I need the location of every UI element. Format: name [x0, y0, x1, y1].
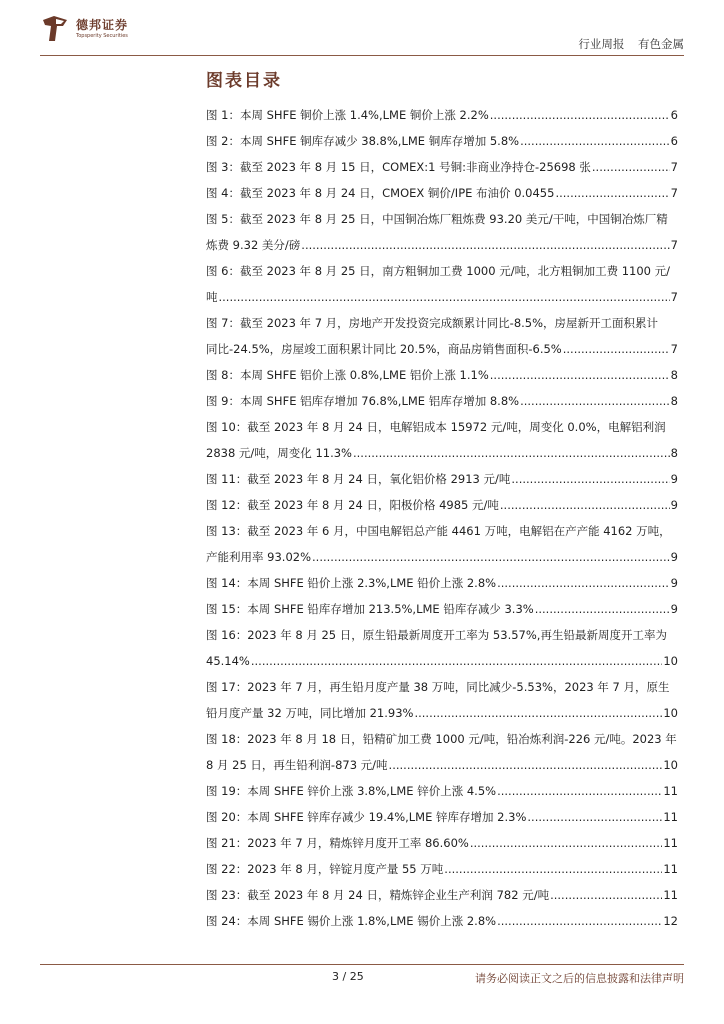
toc-entry-line: [206, 154, 678, 180]
toc-entry-text: 图 23：截至 2023 年 8 月 24 日，精炼锌企业生产利润 782 元/吨: [206, 888, 550, 902]
toc-entry[interactable]: [206, 778, 678, 804]
toc-entry-line: [206, 284, 678, 310]
toc-leader-dots: [500, 492, 670, 518]
toc-entry[interactable]: [206, 882, 678, 908]
toc-leader-dots: [527, 804, 662, 830]
toc-heading: 图表目录: [206, 71, 282, 91]
toc-entry[interactable]: [206, 804, 678, 830]
toc-entry[interactable]: [206, 570, 678, 596]
toc-entry-line: [206, 362, 678, 388]
page-header: [0, 0, 724, 58]
toc-page-number: 7: [670, 186, 678, 200]
toc-entry-line: [206, 908, 678, 934]
toc-entry-text: 45.14%: [206, 654, 250, 668]
toc-entry-text: 产能利用率 93.02%: [206, 550, 312, 564]
toc-entry-line: [206, 882, 678, 908]
header-divider: [40, 55, 684, 56]
toc-entry[interactable]: [206, 310, 678, 362]
toc-leader-dots: [219, 284, 670, 310]
toc-page-number: 9: [670, 576, 678, 590]
toc-entry-text: 图 18：2023 年 8 月 18 日，铅精矿加工费 1000 元/吨，铅冶炼利润-226 元/吨。2023 年: [206, 732, 677, 746]
toc-entry-line: [206, 648, 678, 674]
toc-entry-line: [206, 492, 678, 518]
toc-entry[interactable]: [206, 466, 678, 492]
table-of-figures: [206, 102, 678, 934]
toc-leader-dots: [490, 362, 670, 388]
toc-entry-line: [206, 830, 678, 856]
toc-entry[interactable]: [206, 102, 678, 128]
toc-entry[interactable]: [206, 206, 678, 258]
toc-entry[interactable]: [206, 518, 678, 570]
toc-page-number: 7: [670, 342, 678, 356]
toc-page-number: 11: [663, 836, 678, 850]
toc-entry[interactable]: [206, 154, 678, 180]
toc-entry-line: [206, 232, 678, 258]
toc-entry-text: 同比-24.5%，房屋竣工面积累计同比 20.5%，商品房销售面积-6.5%: [206, 342, 562, 356]
toc-entry-text: 图 14：本周 SHFE 铅价上涨 2.3%,LME 铅价上涨 2.8%: [206, 576, 497, 590]
toc-entry-text: 图 19：本周 SHFE 锌价上涨 3.8%,LME 锌价上涨 4.5%: [206, 784, 497, 798]
toc-entry-line: [206, 440, 678, 466]
toc-entry-text: 吨: [206, 290, 218, 304]
toc-page-number: 11: [663, 810, 678, 824]
toc-entry-line: [206, 622, 678, 648]
toc-entry-line: [206, 674, 678, 700]
logo-icon: [40, 14, 70, 44]
toc-page-number: 10: [663, 706, 678, 720]
toc-entry-line: [206, 726, 678, 752]
toc-entry[interactable]: [206, 388, 678, 414]
toc-page-number: 11: [663, 784, 678, 798]
toc-leader-dots: [563, 336, 670, 362]
toc-page-number: 6: [670, 108, 678, 122]
toc-entry[interactable]: [206, 492, 678, 518]
toc-entry-text: 图 21：2023 年 7 月，精炼锌月度开工率 86.60%: [206, 836, 469, 850]
toc-entry-text: 图 3：截至 2023 年 8 月 15 日，COMEX:1 号铜:非商业净持仓-25698 张: [206, 160, 591, 174]
toc-leader-dots: [520, 388, 670, 414]
company-logo: [40, 14, 160, 46]
toc-entry-text: 图 22：2023 年 8 月，锌锭月度产量 55 万吨: [206, 862, 444, 876]
toc-entry-text: 图 2：本周 SHFE 铜库存减少 38.8%,LME 铜库存增加 5.8%: [206, 134, 520, 148]
toc-leader-dots: [490, 102, 670, 128]
toc-entry-text: 图 8：本周 SHFE 铝价上涨 0.8%,LME 铝价上涨 1.1%: [206, 368, 489, 382]
toc-entry-text: 图 5：截至 2023 年 8 月 25 日，中国铜冶炼厂粗炼费 93.20 美元/干吨，中国铜冶炼厂精: [206, 212, 668, 226]
toc-page-number: 10: [663, 654, 678, 668]
toc-page-number: 9: [670, 550, 678, 564]
toc-entry-line: [206, 102, 678, 128]
toc-page-number: 8: [670, 446, 678, 460]
toc-leader-dots: [555, 180, 669, 206]
toc-entry-line: [206, 804, 678, 830]
toc-entry-line: [206, 518, 678, 544]
toc-entry-line: [206, 856, 678, 882]
toc-leader-dots: [470, 830, 663, 856]
toc-entry[interactable]: [206, 596, 678, 622]
toc-leader-dots: [497, 570, 670, 596]
toc-leader-dots: [414, 700, 662, 726]
toc-entry-text: 图 10：截至 2023 年 8 月 24 日，电解铝成本 15972 元/吨，周变化 0.0%，电解铝利润: [206, 420, 666, 434]
toc-leader-dots: [251, 648, 663, 674]
toc-leader-dots: [389, 752, 663, 778]
toc-page-number: 7: [670, 160, 678, 174]
toc-entry[interactable]: [206, 908, 678, 934]
toc-entry-text: 图 20：本周 SHFE 锌库存减少 19.4%,LME 锌库存增加 2.3%: [206, 810, 527, 824]
toc-leader-dots: [312, 544, 670, 570]
toc-leader-dots: [520, 128, 670, 154]
toc-entry-text: 图 13：截至 2023 年 6 月，中国电解铝总产能 4461 万吨，电解铝在产产能 4162 万吨，: [206, 524, 671, 538]
toc-entry-line: [206, 414, 678, 440]
toc-leader-dots: [592, 154, 670, 180]
toc-leader-dots: [511, 466, 669, 492]
toc-entry-line: [206, 778, 678, 804]
toc-entry-text: 图 15：本周 SHFE 铅库存增加 213.5%,LME 铅库存减少 3.3%: [206, 602, 534, 616]
toc-entry[interactable]: [206, 856, 678, 882]
toc-entry-text: 图 4：截至 2023 年 8 月 24 日，CMOEX 铜价/IPE 布油价 0.0455: [206, 186, 555, 200]
toc-page-number: 9: [670, 472, 678, 486]
toc-entry-line: [206, 700, 678, 726]
toc-entry[interactable]: [206, 830, 678, 856]
toc-leader-dots: [444, 856, 662, 882]
toc-entry-text: 图 16：2023 年 8 月 25 日，原生铅最新周度开工率为 53.57%,再生铅最新周度开工率为: [206, 628, 667, 642]
report-type-label: 行业周报: [578, 37, 625, 51]
toc-entry[interactable]: [206, 414, 678, 466]
toc-entry-text: 图 1：本周 SHFE 铜价上涨 1.4%,LME 铜价上涨 2.2%: [206, 108, 489, 122]
toc-page-number: 6: [670, 134, 678, 148]
toc-entry-line: [206, 206, 678, 232]
toc-page-number: 11: [663, 862, 678, 876]
toc-entry-text: 图 7：截至 2023 年 7 月，房地产开发投资完成额累计同比-8.5%，房屋新开工面积累计: [206, 316, 659, 330]
toc-entry[interactable]: [206, 258, 678, 310]
sector-label: 有色金属: [638, 37, 684, 51]
toc-entry-line: [206, 258, 678, 284]
toc-entry-text: 图 9：本周 SHFE 铝库存增加 76.8%,LME 铝库存增加 8.8%: [206, 394, 520, 408]
toc-entry-line: [206, 388, 678, 414]
toc-page-number: 9: [670, 498, 678, 512]
header-labels: [568, 36, 684, 52]
toc-page-number: 8: [670, 368, 678, 382]
toc-entry-line: [206, 128, 678, 154]
logo-text-cn: 德邦证券: [76, 18, 129, 32]
toc-entry-text: 图 11：截至 2023 年 8 月 24 日，氧化铝价格 2913 元/吨: [206, 472, 511, 486]
toc-entry[interactable]: [206, 180, 678, 206]
footer-divider: [40, 964, 684, 965]
legal-disclaimer: 请务必阅读正文之后的信息披露和法律声明: [475, 972, 684, 985]
toc-page-number: 10: [663, 758, 678, 772]
logo-text-en: Topsperity Securities: [76, 33, 128, 39]
toc-page-number: 7: [670, 238, 678, 252]
toc-entry-text: 图 24：本周 SHFE 锡价上涨 1.8%,LME 锡价上涨 2.8%: [206, 914, 497, 928]
toc-leader-dots: [353, 440, 670, 466]
toc-leader-dots: [535, 596, 670, 622]
toc-entry-line: [206, 570, 678, 596]
toc-entry[interactable]: [206, 128, 678, 154]
toc-entry-line: [206, 544, 678, 570]
toc-entry[interactable]: [206, 674, 678, 726]
toc-entry-line: [206, 310, 678, 336]
toc-leader-dots: [550, 882, 662, 908]
toc-entry-text: 铅月度产量 32 万吨，同比增加 21.93%: [206, 706, 414, 720]
toc-entry-line: [206, 180, 678, 206]
toc-entry-text: 图 6：截至 2023 年 8 月 25 日，南方粗铜加工费 1000 元/吨，北方粗铜加工费 1100 元/: [206, 264, 671, 278]
toc-entry-text: 图 17：2023 年 7 月，再生铅月度产量 38 万吨，同比减少-5.53%，2023 年 7 月，原生: [206, 680, 670, 694]
toc-page-number: 11: [663, 888, 678, 902]
toc-page-number: 9: [670, 602, 678, 616]
toc-entry-line: [206, 596, 678, 622]
toc-entry-line: [206, 336, 678, 362]
toc-entry[interactable]: [206, 362, 678, 388]
toc-entry-text: 炼费 9.32 美分/磅: [206, 238, 301, 252]
toc-entry-text: 图 12：截至 2023 年 8 月 24 日，阳极价格 4985 元/吨: [206, 498, 499, 512]
page-number: 3 / 25: [332, 970, 364, 983]
toc-entry-line: [206, 466, 678, 492]
toc-entry-text: 8 月 25 日，再生铅利润-873 元/吨: [206, 758, 388, 772]
toc-entry[interactable]: [206, 622, 678, 674]
toc-leader-dots: [497, 778, 662, 804]
toc-entry[interactable]: [206, 726, 678, 778]
toc-page-number: 12: [663, 914, 678, 928]
toc-page-number: 7: [670, 290, 678, 304]
toc-entry-text: 2838 元/吨，周变化 11.3%: [206, 446, 352, 460]
toc-leader-dots: [301, 232, 669, 258]
toc-entry-line: [206, 752, 678, 778]
toc-page-number: 8: [670, 394, 678, 408]
toc-leader-dots: [497, 908, 662, 934]
